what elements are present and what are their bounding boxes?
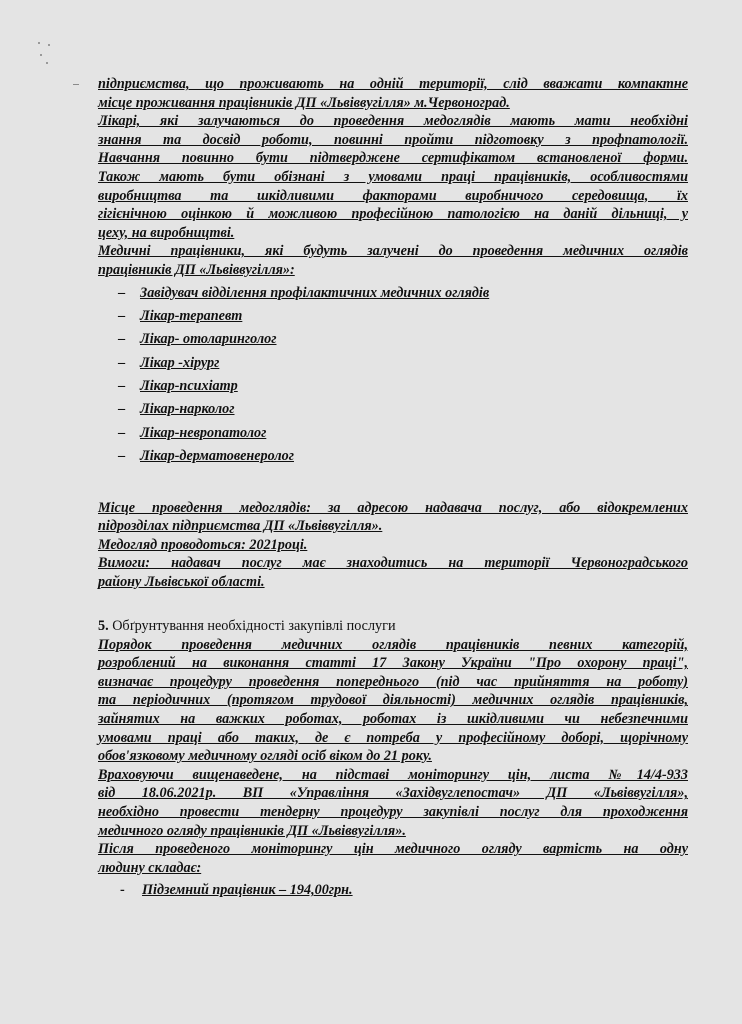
text-line: місце проживання працівників ДП «Львіввугілля» м.Червоноград.: [98, 94, 510, 111]
doctor-title: Лікар-нарколог: [140, 401, 235, 418]
margin-mark: [73, 84, 79, 85]
text-line: цеху, на виробництві.: [98, 224, 235, 241]
doctor-title: Лікар -хірург: [140, 354, 220, 371]
doctor-list-item: [118, 398, 688, 421]
text-line: підрозділах підприємства ДП «Львіввугілля».: [98, 518, 383, 535]
text-line: Враховуючи вищенаведене, на підставі моніторингу цін, листа №14/4-933: [98, 766, 688, 783]
text-line: виробництва та шкідливими факторами виробничого середовища, їх: [98, 187, 688, 204]
bullet-dash: –: [118, 448, 126, 465]
text-line: Медогляд проводоться: 2021році.: [98, 536, 308, 553]
text-line: району Львівської області.: [98, 574, 265, 591]
bullet-dash: –: [118, 424, 126, 441]
spacer: [98, 469, 688, 499]
section-title: Обґрунтування необхідності закупівлі послуги: [112, 617, 396, 634]
text-line: Після проведеного моніторингу цін медичного огляду вартість на одну: [98, 841, 688, 858]
doctor-list-item: [118, 445, 688, 468]
doctor-list-item: [118, 305, 688, 328]
doctor-title: Лікар-терапевт: [140, 307, 243, 324]
doctor-list-item: [118, 375, 688, 398]
text-line: Медичні працівники, які будуть залучені до проведення медичних оглядів: [98, 243, 688, 260]
bullet-dash: -: [120, 882, 125, 899]
doctor-list-item: [118, 422, 688, 445]
doctor-list-item: [118, 328, 688, 351]
doctor-title: Лікар-невропатолог: [140, 424, 267, 441]
scan-marks: [36, 40, 56, 80]
section-number: 5.: [98, 617, 109, 634]
text-line: працівників ДП «Львіввугілля»:: [98, 261, 295, 278]
spacer: [98, 592, 688, 616]
text-line: від 18.06.2021р. ВП «Управління «Західвуглепостач» ДП «Львіввугілля»,: [98, 785, 688, 802]
paragraph-justification: [98, 636, 688, 878]
doctor-list-item: [118, 282, 688, 305]
text-line: Порядок проведення медичних оглядів працівників певних категорій,: [98, 636, 688, 653]
doctor-title: Лікар- отоларинголог: [140, 331, 277, 348]
text-line: Лікарі, які залучаються до проведення медоглядів мають мати необхідні: [98, 113, 688, 130]
doctor-list: [118, 282, 688, 469]
doctor-title: Лікар-психіатр: [140, 378, 238, 395]
bullet-dash: –: [118, 307, 126, 324]
final-item-text: Підземний працівник – 194,00грн.: [142, 882, 353, 899]
text-line: розроблений на виконання статті 17 Закону України "Про охорону праці",: [98, 655, 688, 672]
text-line: визначає процедуру проведення попереднього (під час прийняття на роботу): [98, 673, 688, 690]
bullet-dash: –: [118, 284, 126, 301]
doctor-title: Лікар-дерматовенеролог: [140, 448, 294, 465]
bullet-dash: –: [118, 331, 126, 348]
doctor-list-item: [118, 352, 688, 375]
text-line: медичного огляду працівників ДП «Львіввугілля».: [98, 822, 406, 839]
text-line: гігієнічною оцінкою й можливою професійною патологією на даній дільниці, у: [98, 206, 688, 223]
text-line: зайнятих на важких роботах, роботах із шкідливими чи небезпечними: [98, 711, 688, 727]
text-line: умовами праці або таких, де є потреба у професійному доборі, щорічному: [98, 729, 688, 746]
bullet-dash: –: [118, 354, 126, 371]
text-line: необхідно провести тендерну процедуру закупівлі послуг для проходження: [98, 803, 688, 820]
text-line: та періодичних (протягом трудової діяльності) медичних оглядів працівників,: [98, 692, 688, 709]
text-line: Місце проведення медоглядів: за адресою надавача послуг, або відокремлених: [98, 499, 688, 516]
section-5-heading: [98, 616, 688, 636]
text-line: знання та досвід роботи, повинні пройти підготовку з профпатології.: [98, 131, 688, 148]
text-line: Також мають бути обізнані з умовами праці працівників, особливостями: [98, 168, 688, 185]
paragraph-compact-residence-and-doctors: [98, 75, 688, 280]
text-line: Навчання повинно бути підтверджене сертифікатом встановленої форми.: [98, 150, 688, 167]
bullet-dash: –: [118, 401, 126, 418]
doctor-title: Завідувач відділення профілактичних медичних оглядів: [140, 284, 490, 301]
document-body: [98, 75, 688, 903]
text-line: обов'язковому медичному огляді осіб віком до 21 року.: [98, 748, 432, 765]
text-line: Вимоги: надавач послуг має знаходитись на території Червоноградського: [98, 555, 688, 572]
final-list-item: [120, 879, 688, 902]
text-line: підприємства, що проживають на одній території, слід вважати компактне: [98, 76, 688, 92]
bullet-dash: –: [118, 378, 126, 395]
paragraph-location-and-requirements: [98, 499, 688, 592]
text-line: людину складає:: [98, 859, 202, 876]
